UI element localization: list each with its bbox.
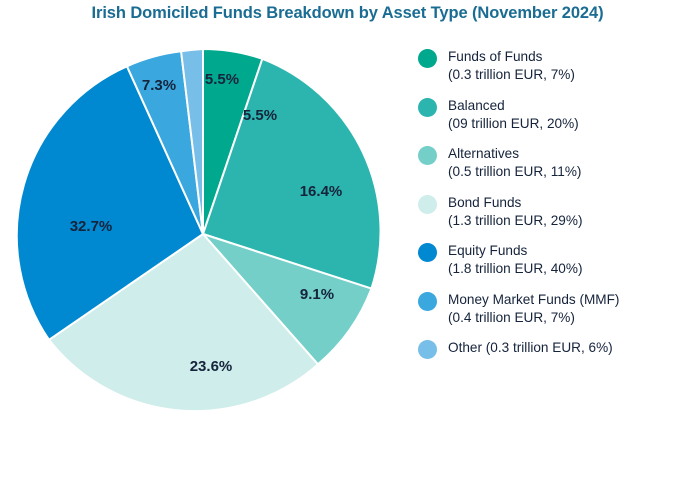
legend-detail-text: (0.4 trillion EUR, 7%) <box>448 309 575 325</box>
legend-detail-text: (1.8 trillion EUR, 40%) <box>448 261 583 276</box>
legend-label-text: Money Market Funds (MMF) <box>448 291 620 307</box>
legend-detail-text: (0.5 trillion EUR, 11%) <box>448 164 582 179</box>
legend-item[interactable] <box>418 242 688 278</box>
pie-chart-svg <box>8 34 398 454</box>
legend-label-text: Other (0.3 trillion EUR, 6%) <box>448 340 613 355</box>
pie-chart <box>8 34 398 454</box>
legend-label-text: Funds of Funds <box>448 49 543 64</box>
legend-item[interactable] <box>418 48 688 84</box>
legend-label-text: Bond Funds <box>448 194 522 210</box>
legend-detail-text: (1.3 trillion EUR, 29%) <box>448 212 583 228</box>
legend-swatch-other <box>418 340 437 359</box>
page-title: Irish Domiciled Funds Breakdown by Asset Type (November 2024) <box>91 4 604 22</box>
legend-swatch-bond-funds <box>418 195 437 214</box>
legend-label-text: Balanced <box>448 97 505 113</box>
legend-label-text: Equity Funds <box>448 243 528 258</box>
legend-detail-text: (0.3 trillion EUR, 7%) <box>448 67 575 82</box>
legend-item[interactable] <box>418 145 688 181</box>
legend-label-equity-funds <box>448 242 582 278</box>
legend-detail-text: (09 trillion EUR, 20%) <box>448 115 579 131</box>
legend-swatch-money-market-funds <box>418 292 437 311</box>
legend-swatch-alternatives <box>418 146 437 165</box>
legend-swatch-balanced <box>418 98 437 117</box>
legend-item[interactable] <box>418 97 688 133</box>
legend-label-funds-of-funds <box>448 48 575 84</box>
slice-label-equity-funds: 32.7% <box>69 218 113 235</box>
legend-item[interactable] <box>418 339 688 359</box>
legend-item[interactable] <box>418 291 688 327</box>
slice-label-bond-funds: 23.6% <box>189 358 233 375</box>
legend-label-bond-funds <box>448 194 582 230</box>
slice-label-other: 5.5% <box>204 71 240 88</box>
legend-label-alternatives <box>448 145 581 181</box>
legend-label-balanced <box>448 97 579 133</box>
legend-swatch-funds-of-funds <box>418 49 437 68</box>
legend-item[interactable] <box>418 194 688 230</box>
slice-label-funds-of-funds: 5.5% <box>242 107 278 124</box>
legend-swatch-equity-funds <box>418 243 437 262</box>
legend-label-money-market-funds <box>448 291 619 327</box>
legend-label-other <box>448 339 613 357</box>
slice-label-alternatives: 9.1% <box>299 286 335 303</box>
legend-label-text: Alternatives <box>448 146 520 161</box>
slice-label-money-market-funds: 7.3% <box>141 77 177 94</box>
legend <box>418 48 688 372</box>
slice-label-balanced: 16.4% <box>299 183 343 200</box>
